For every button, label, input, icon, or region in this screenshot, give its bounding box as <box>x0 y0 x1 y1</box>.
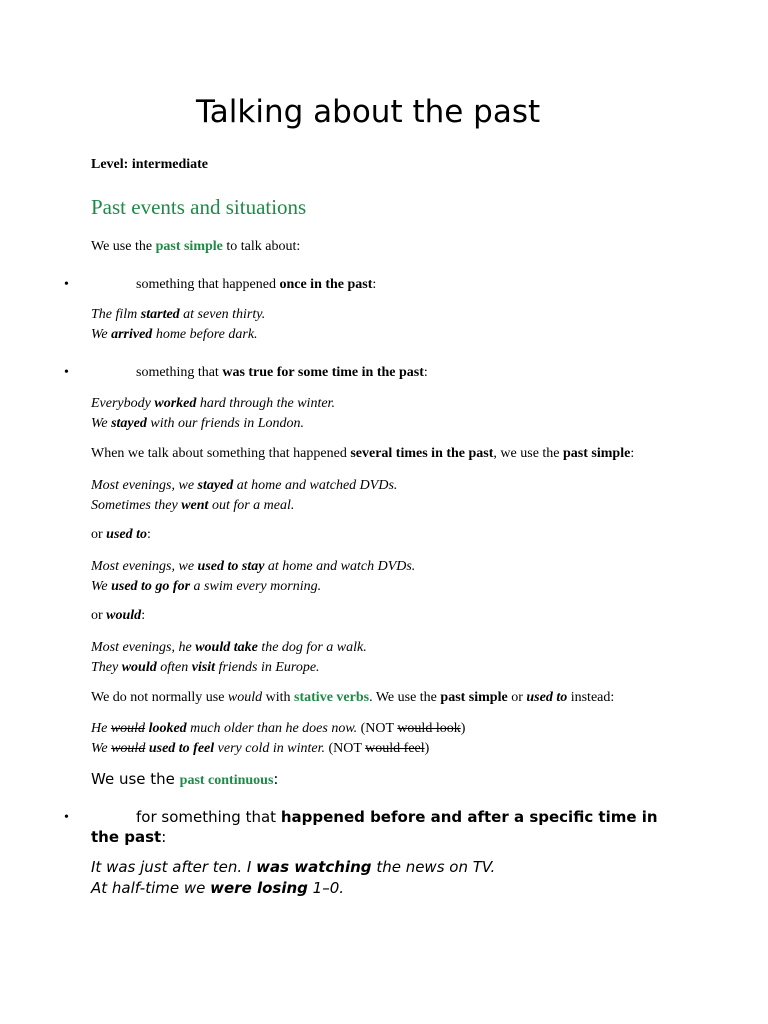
or-used-to: or used to: <box>91 527 151 542</box>
example-line: Most evenings, we used to stay at home and watch DVDs. <box>91 559 416 574</box>
example-line: The film started at seven thirty. <box>91 307 266 322</box>
example-block <box>91 476 397 516</box>
section-heading: Past events and situations <box>91 195 307 219</box>
level-label: Level: intermediate <box>91 157 209 172</box>
example-line: We arrived home before dark. <box>91 327 258 342</box>
bullet-icon: • <box>64 277 69 292</box>
term-link: past continuous <box>179 773 274 788</box>
example-line: We would used to feel very cold in winter. (NOT would feel) <box>91 741 430 756</box>
several-times-paragraph: When we talk about something that happened several times in the past, we use the past simple: <box>91 446 635 461</box>
example-line: At half-time we were losing 1–0. <box>91 879 345 897</box>
example-line: They would often visit friends in Europe. <box>91 660 320 675</box>
bullet-icon: • <box>64 810 69 825</box>
example-line: Most evenings, he would take the dog for a walk. <box>91 640 367 655</box>
example-block <box>91 638 367 678</box>
stative-paragraph: We do not normally use would with stative verbs. We use the past simple or used to instead: <box>91 690 615 705</box>
example-block <box>91 857 495 899</box>
bullet-item: for something that happened before and after a specific time in <box>136 808 658 826</box>
example-line: We stayed with our friends in London. <box>91 416 304 431</box>
example-block <box>91 394 335 434</box>
bullet-item: something that happened once in the past: <box>136 277 377 292</box>
intro-paragraph: We use the past simple to talk about: <box>91 239 301 254</box>
example-line: We used to go for a swim every morning. <box>91 579 322 594</box>
example-line: Most evenings, we stayed at home and watched DVDs. <box>91 478 398 493</box>
example-line: He would looked much older than he does now. (NOT would look) <box>91 721 466 736</box>
term-link: stative verbs <box>294 690 370 705</box>
or-would: or would: <box>91 608 146 623</box>
bullet-item-continuation: the past: <box>91 828 167 846</box>
bullet-item: something that was true for some time in the past: <box>136 365 428 380</box>
term-link: past simple <box>155 239 223 254</box>
example-block <box>91 305 265 345</box>
example-line: Sometimes they went out for a meal. <box>91 498 295 513</box>
example-block <box>91 719 465 759</box>
bullet-icon: • <box>64 365 69 380</box>
example-line: It was just after ten. I was watching the news on TV. <box>91 858 496 876</box>
continuous-intro: We use the past continuous: <box>91 770 279 788</box>
page-title: Talking about the past <box>196 94 541 130</box>
example-line: Everybody worked hard through the winter. <box>91 396 335 411</box>
example-block <box>91 557 415 597</box>
